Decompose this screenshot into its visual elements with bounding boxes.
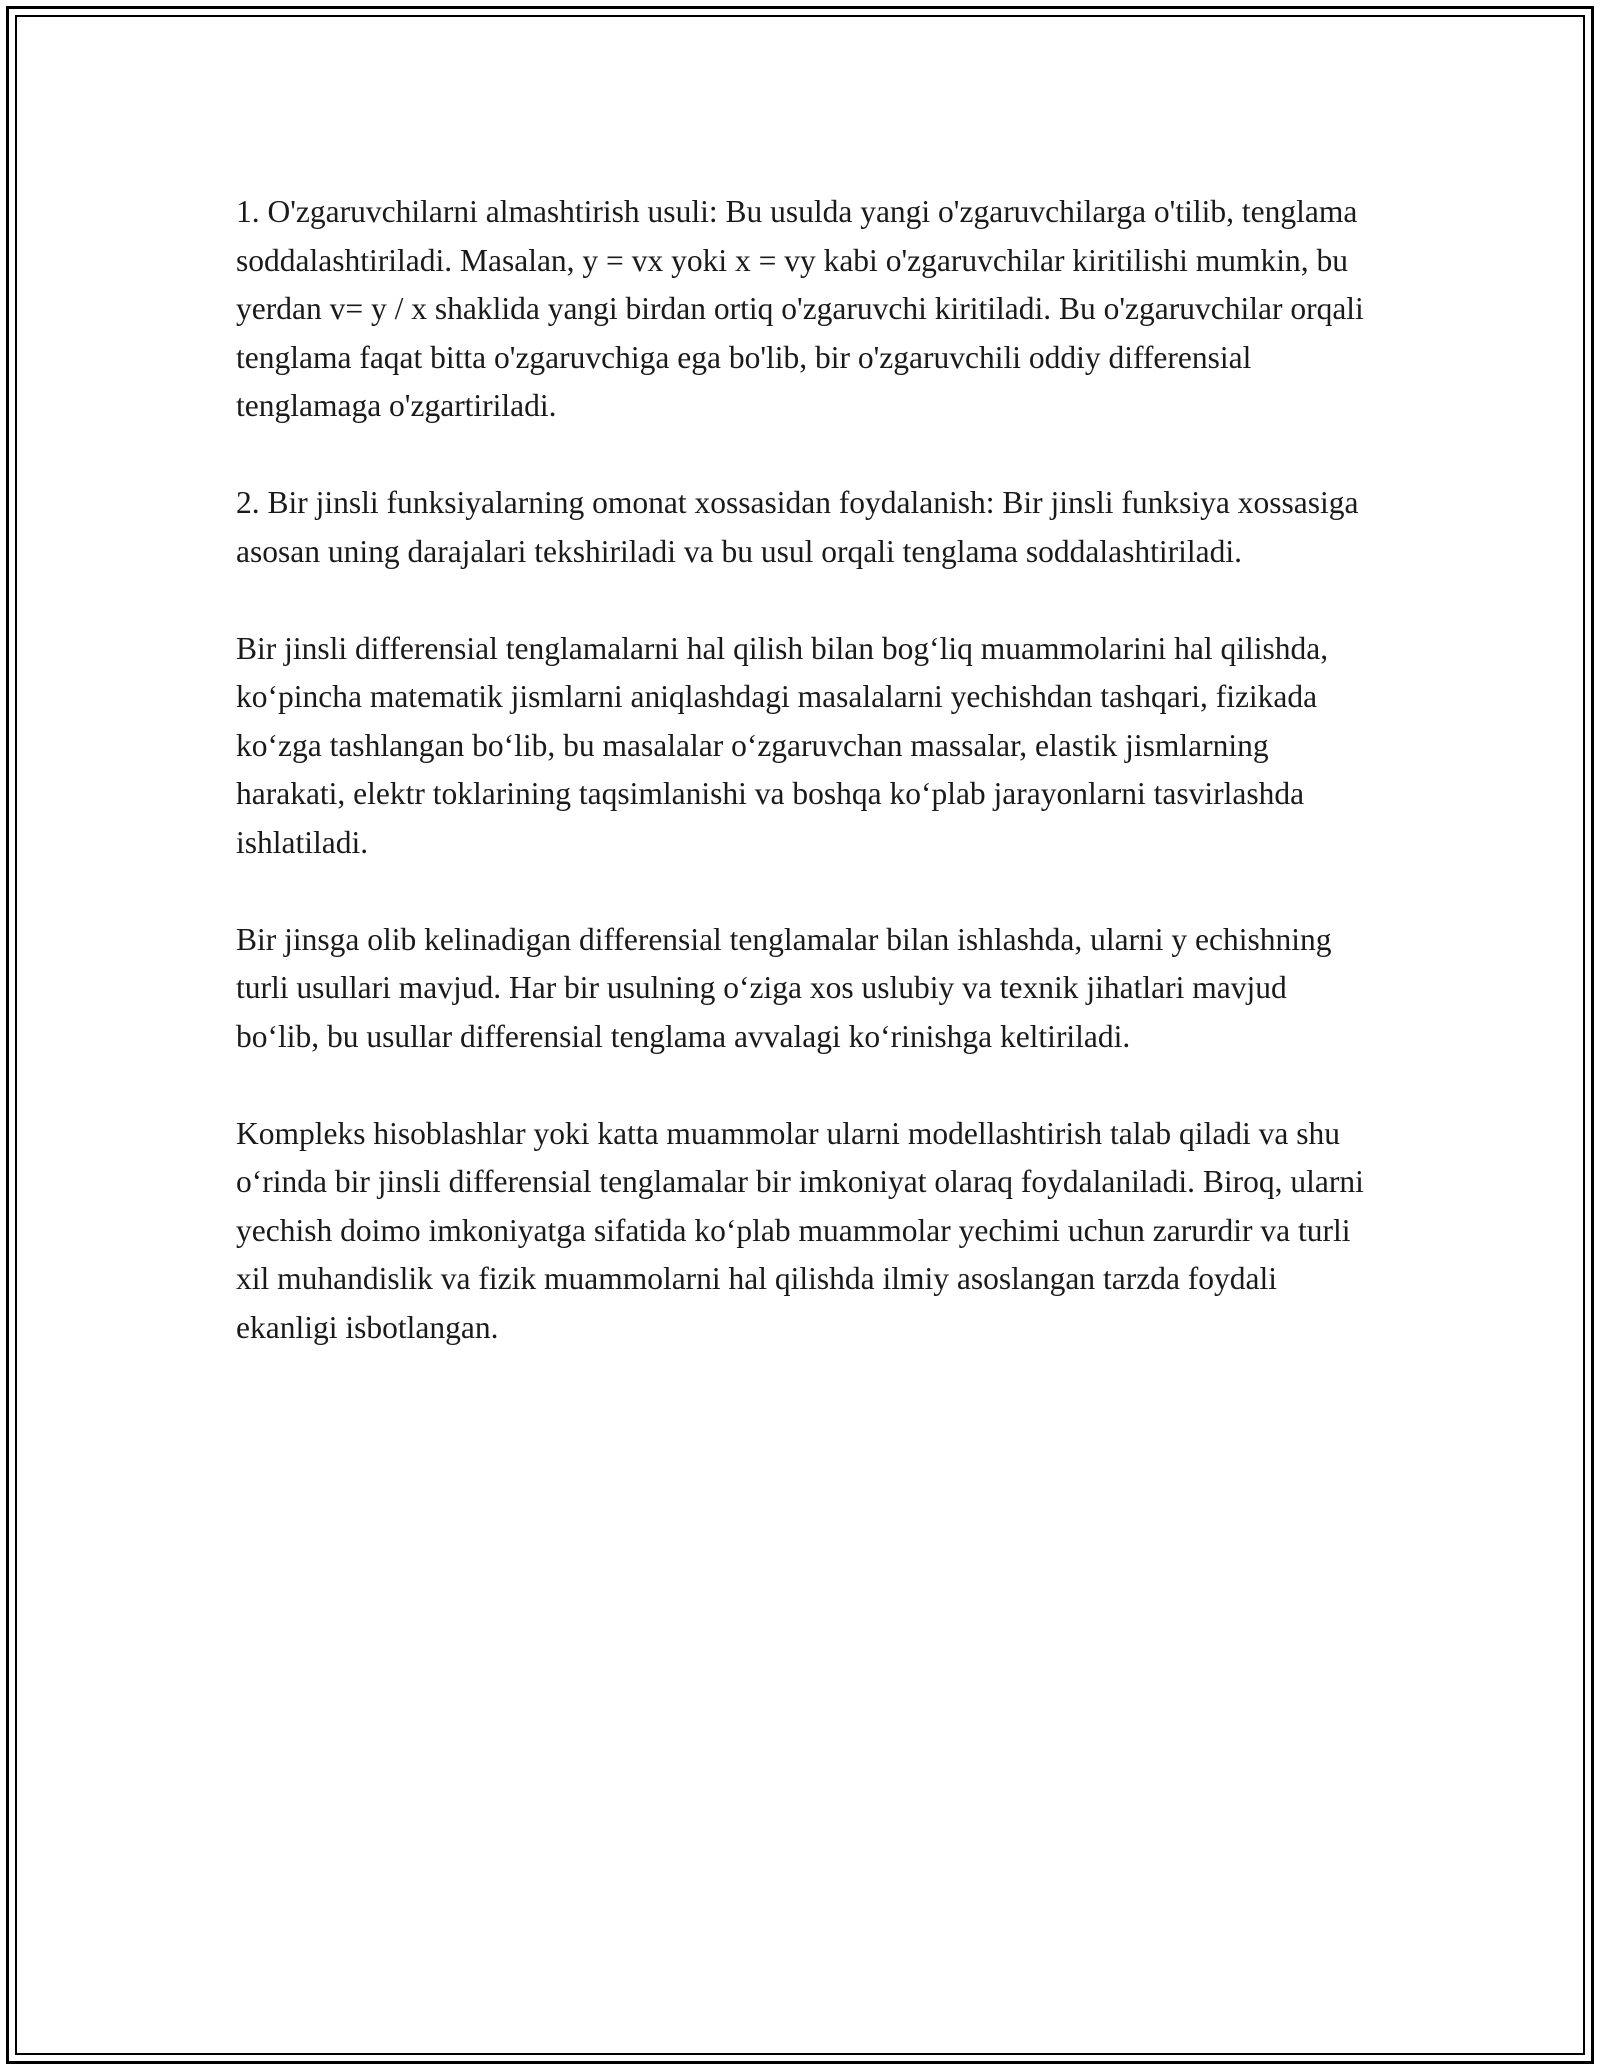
paragraph-substitution-method: 1. O'zgaruvchilarni almashtirish usuli: Bu usulda yangi o'zgaruvchilarga o'tilib, tenglama soddalashtiriladi. Masalan, y = vx yoki x = vy kabi o'zgaruvchilar kiritilishi mumkin, bu yerdan v= y / x shaklida yangi birdan ortiq o'zgaruvchi kiritiladi. Bu o'zgaruvchilar orqali tenglama faqat bitta o'zgaruvchiga ega bo'lib, bir o'zgaruvchili oddiy differensial tenglamaga o'zgartiriladi. <box>236 194 1364 423</box>
paragraph-homogeneous-function-property: 2. Bir jinsli funksiyalarning omonat xossasidan foydalanish: Bir jinsli funksiya xossasiga asosan uning darajalari tekshiriladi va bu usul orqali tenglama soddalashtiriladi. <box>236 485 1359 569</box>
paragraph-complex-modelling: Kompleks hisoblashlar yoki katta muammolar ularni modellashtirish talab qiladi va shu o‘rinda bir jinsli differensial tenglamalar bir imkoniyat olaraq foydalaniladi. Biroq, ularni yechish doimo imkoniyatga sifatida ko‘plab muammolar yechimi uchun zarurdir va turli xil muhandislik va fizik muammolarni hal qilishda ilmiy asoslangan tarzda foydali ekanligi isbotlangan. <box>236 1115 1364 1345</box>
paragraph-applications-physics: Bir jinsli differensial tenglamalarni hal qilish bilan bog‘liq muammolarini hal qilishda, ko‘pincha matematik jismlarni aniqlashdagi masalalarni yechishdan tashqari, fizikada ko‘zga tashlangan bo‘lib, bu masalalar o‘zgaruvchan massalar, elastik jismlarning harakati, elektr toklarining taqsimlanishi va boshqa ko‘plab jarayonlarni tasvirlashda ishlatiladi. <box>236 630 1329 860</box>
paragraph-solution-methods: Bir jinsga olib kelinadigan differensial tenglamalar bilan ishlashda, ularni y echishning turli usullari mavjud. Har bir usulning o‘ziga xos uslubiy va texnik jihatlari mavjud bo‘lib, bu usullar differensial tenglama avvalagi ko‘rinishga keltiriladi. <box>236 921 1332 1054</box>
document-body <box>236 188 1366 1401</box>
